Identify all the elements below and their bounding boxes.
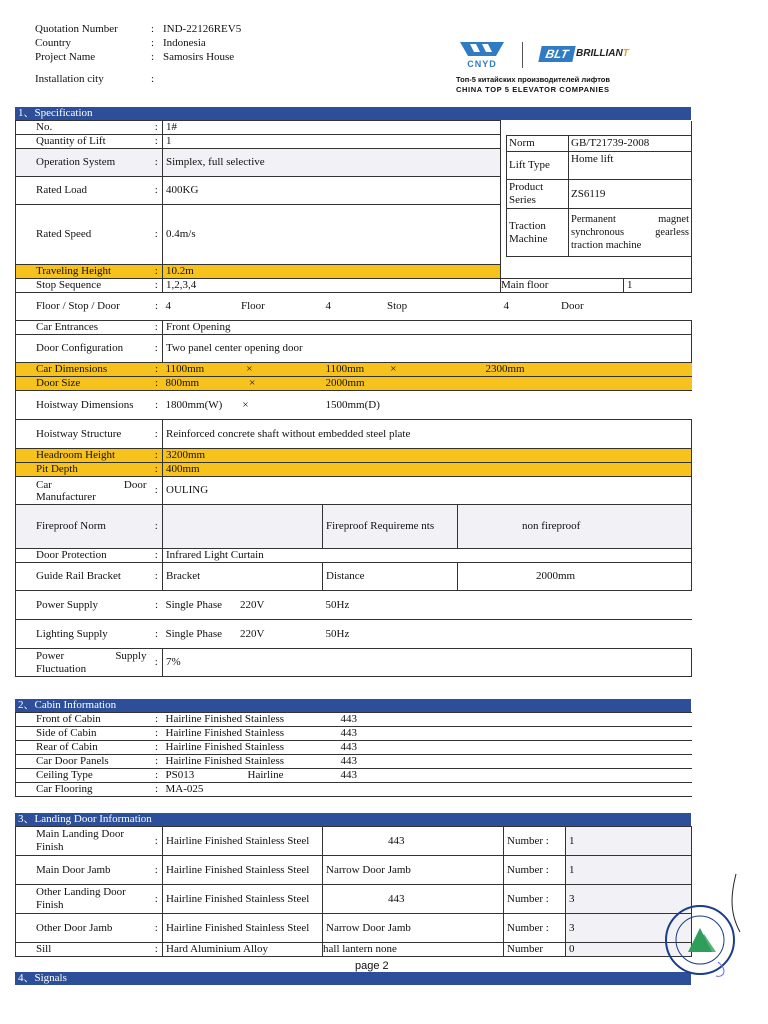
brilliant-wordmark: BRILLIANT bbox=[576, 48, 629, 59]
project-label: Project Name bbox=[35, 51, 96, 63]
company-logo bbox=[456, 40, 686, 100]
section-landing-bar: 3、Landing Door Information bbox=[15, 813, 691, 826]
company-stamp-icon bbox=[658, 870, 746, 980]
landing-door-table bbox=[15, 826, 692, 957]
quotation-value: IND-22126REV5 bbox=[163, 23, 242, 35]
cabin-row: Side of Cabin : Hairline Finished Stainless 443 bbox=[16, 727, 692, 741]
page-number: page 2 bbox=[355, 960, 389, 972]
cabin-row: Car Door Panels : Hairline Finished Stainless 443 bbox=[16, 755, 692, 769]
cabin-row: Rear of Cabin : Hairline Finished Stainless 443 bbox=[16, 741, 692, 755]
cnyd-wordmark: CNYD bbox=[467, 59, 497, 69]
blt-wordmark: BLT bbox=[538, 46, 575, 62]
landing-row: Other Door Jamb : Hairline Finished Stainless Steel Narrow Door Jamb Number : 3 bbox=[16, 914, 692, 943]
quotation-label: Quotation Number bbox=[35, 23, 118, 35]
section-specification-bar: 1、Specification bbox=[15, 107, 691, 120]
landing-row: Sill : Hard Aluminium Alloy hall lantern none Number 0 bbox=[16, 943, 692, 957]
cabin-row: Front of Cabin : Hairline Finished Stainless 443 bbox=[16, 713, 692, 727]
country-value: Indonesia bbox=[163, 37, 206, 49]
cabin-row: Ceiling Type : PS013 Hairline 443 bbox=[16, 769, 692, 783]
landing-row: Main Landing Door Finish : Hairline Finished Stainless Steel 443 Number : 1 bbox=[16, 827, 692, 856]
project-value: Samosirs House bbox=[163, 51, 235, 63]
section-cabin-bar: 2、Cabin Information bbox=[15, 699, 691, 712]
quotation-header: Quotation Number : IND-22126REV5 Country : Indonesia Project Name : Samosirs House Installation city : bbox=[35, 23, 242, 85]
cabin-table bbox=[15, 712, 692, 797]
landing-row: Main Door Jamb : Hairline Finished Stainless Steel Narrow Door Jamb Number : 1 bbox=[16, 856, 692, 885]
country-label: Country bbox=[35, 37, 72, 49]
landing-row: Other Landing Door Finish : Hairline Finished Stainless Steel 443 Number : 3 bbox=[16, 885, 692, 914]
city-label: Installation city bbox=[35, 73, 104, 85]
logo-divider bbox=[522, 42, 523, 68]
logo-tagline-en: CHINA TOP 5 ELEVATOR COMPANIES bbox=[456, 85, 610, 94]
section-signals-bar: 4、Signals bbox=[15, 972, 691, 985]
cabin-row: Car Flooring : MA-025 bbox=[16, 783, 692, 797]
specification-table: No. : 1# Quantity of Lift : 1 Operation System : Simplex, full selective Rated Load : 400KG Rated Speed : 0.4m/s Traveling Height : 10.2m Stop Sequence : 1,2,3,4 Main floor 1 Floor / Stop / Door : 4 Floor 4 Stop 4 Door Car Entrances : Front Opening Door Configuration : Two panel center opening door Car Dimensions : 1100mm × 1100mm × 2300mm Door Size : 800mm × 2000mm Hoistway Dimensions : 1800mm(W) × 1500mm(D) Hoistway Structure : Reinforced concrete shaft without embedded steel plate Headroom Height : 3200mm Pit Depth : 400mm Car Door Manufacturer : OULING Fireproof Norm : Fireproof Requireme nts non fireproof Door Protection : Infrared Light Curtain Guide Rail Bracket : Bracket Distance 2000mm Power Supply : Single Phase 220V 50Hz Lighting Supply : Single Phase 220V 50Hz Power Supply Fluctuation : 7% bbox=[15, 120, 692, 677]
lift-spec-box: Norm GB/T21739-2008 Lift Type Home lift Product Series ZS6119 Traction Machine Permanent magnet synchronous gearless traction machine bbox=[506, 135, 692, 257]
logo-tagline-ru: Топ-5 китайских производителей лифтов bbox=[456, 75, 610, 84]
